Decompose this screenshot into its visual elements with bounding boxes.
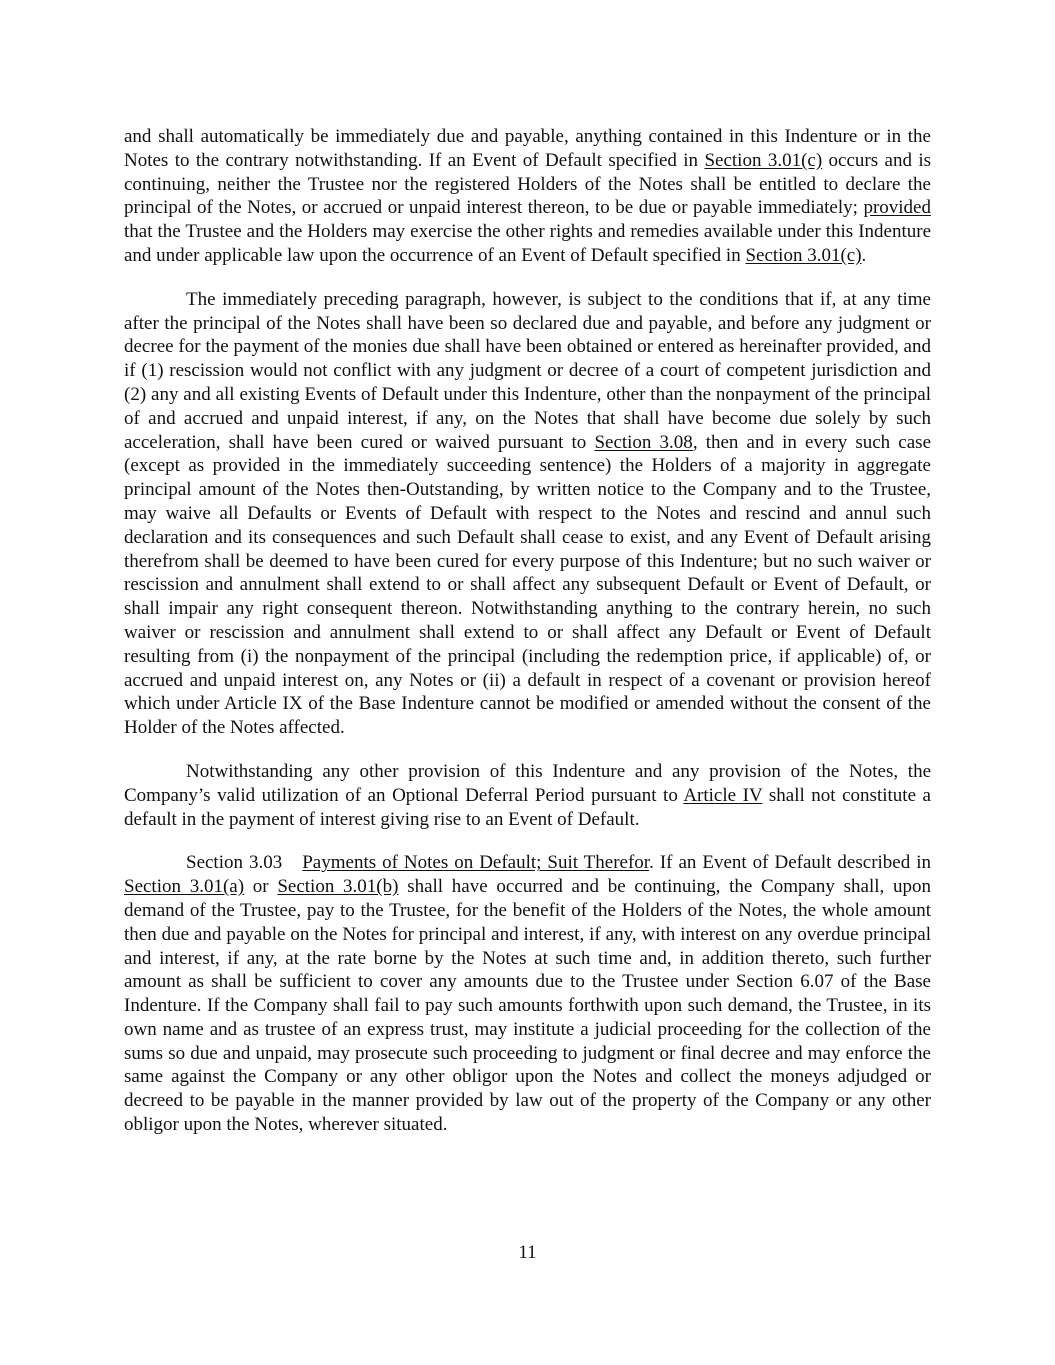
paragraph-text: , then and in every such case (except as provided in the immediately succeeding sentence) the Holders of a majority in aggregate principal amount of the Notes then-Outstanding, by written notice to the Company and to the Trustee, may waive all Defaults or Events of Default with respect to the Notes and rescind and annul such declaration and its consequences and such Default shall cease to exist, and any Event of Default arising therefrom shall be deemed to have been cured for every purpose of this Indenture; but no such waiver or rescission and annulment shall extend to or shall affect any subsequent Default or Event of Default, or shall impair any right consequent thereon. Notwithstanding anything to the contrary herein, no such waiver or rescission and annulment shall extend to or shall affect any Default or Event of Default resulting from (i) the nonpayment of the principal (including the redemption price, if applicable) of, or accrued and unpaid interest on, any Notes or (ii) a default in respect of a covenant or provision hereof which under Article IX of the Base Indenture cannot be modified or amended without the consent of the Holder of the Notes affected. (124, 431, 931, 739)
paragraph-text: and shall automatically be immediately due and payable, anything contained in this Indenture or in the Notes to the contrary notwithstanding. If an Event of Default specified in (124, 126, 931, 171)
article-reference: Article IV (683, 784, 763, 806)
paragraph-text: shall have occurred and be continuing, the Company shall, upon demand of the Trustee, pay to the Trustee, for the benefit of the Holders of the Notes, the whole amount then due and payable on the Notes for principal and interest, if any, with interest on any overdue principal and interest, if any, at the rate borne by the Notes at such time and, in addition thereto, such further amount as shall be sufficient to cover any amounts due to the Trustee under Section 6.07 of the Base Indenture. If the Company shall fail to pay such amounts forthwith upon such demand, the Trustee, in its own name and as trustee of an express trust, may institute a judicial proceeding for the collection of the sums so due and unpaid, may prosecute such proceeding to judgment or final decree and may enforce the same against the Company or any other obligor upon the Notes and collect the moneys adjudged or decreed to be payable in the manner provided by law out of the property of the Company or any other obligor upon the Notes, wherever situated. (124, 876, 932, 1136)
paragraph-text: . If an Event of Default described in (649, 852, 931, 874)
paragraph-text: Notwithstanding any other provision of this Indenture and any provision of the Notes, the Company’s valid utilization of an Optional Deferral Period pursuant to (124, 760, 931, 806)
paragraph-acceleration-continuation (124, 125, 931, 268)
paragraph-rescission (124, 288, 931, 740)
paragraph-text: shall not constitute a default in the payment of interest giving rise to an Event of Default. (124, 784, 931, 830)
proviso-term: provided (863, 197, 931, 219)
page-number: 11 (518, 1242, 537, 1263)
paragraph-section-3-03 (124, 851, 931, 1137)
section-number: Section 3.03 (186, 852, 283, 874)
section-reference: Section 3.01(c) (704, 149, 823, 171)
paragraph-optional-deferral (124, 760, 931, 831)
section-heading: Payments of Notes on Default; Suit Therefor (302, 852, 650, 874)
paragraph-text: that the Trustee and the Holders may exercise the other rights and remedies available under this Indenture and under applicable law upon the occurrence of an Event of Default specified in (124, 221, 931, 266)
document-page (124, 125, 931, 1157)
paragraph-text: The immediately preceding paragraph, however, is subject to the conditions that if, at any time after the principal of the Notes shall have been so declared due and payable, and before any judgment or decree for the payment of the monies due shall have been obtained or entered as hereinafter provided, and if (1) rescission would not conflict with any judgment or decree of a court of competent jurisdiction and (2) any and all existing Events of Default under this Indenture, other than the nonpayment of the principal of and accrued and unpaid interest, if any, on the Notes that shall have become due solely by such acceleration, shall have been cured or waived pursuant to (124, 288, 931, 453)
section-reference: Section 3.01(a) (124, 876, 245, 898)
paragraph-text: . (861, 244, 867, 266)
paragraph-text: occurs and is continuing, neither the Trustee nor the registered Holders of the Notes shall be entitled to declare the principal of the Notes, or accrued or unpaid interest thereon, to be due or payable immediately; (124, 149, 932, 219)
section-reference: Section 3.01(b) (277, 876, 399, 898)
section-reference: Section 3.01(c) (745, 244, 862, 266)
section-reference: Section 3.08 (594, 431, 693, 453)
paragraph-text: or (244, 876, 278, 898)
